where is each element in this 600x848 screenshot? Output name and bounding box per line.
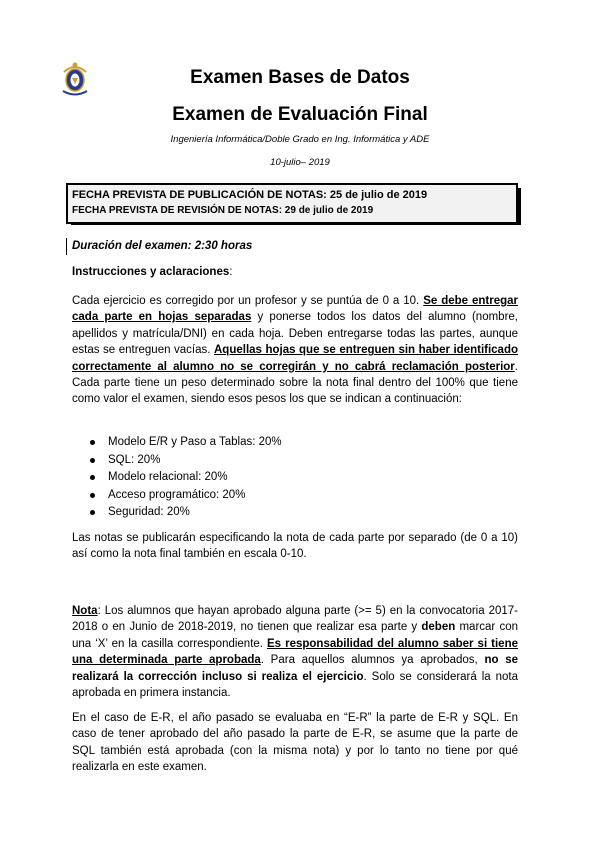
degree-line: Ingeniería Informática/Doble Grado en Ing. Informática y ADE [170, 134, 430, 145]
weight-text: Seguridad: 20% [108, 506, 190, 518]
exam-duration: Duración del examen: 2:30 horas [66, 238, 542, 255]
instructions-colon: : [229, 266, 233, 278]
list-item [90, 487, 282, 505]
p3-bold-2: no se realizará la corrección incluso si realiza el ejercicio [72, 654, 518, 683]
weight-text: Acceso programático: 20% [108, 488, 246, 501]
exam-subtitle: Examen de Evaluación Final [172, 104, 428, 125]
p3-text-3: . Para aquellos alumnos ya aprobados, [260, 654, 485, 667]
note-paragraph [72, 603, 518, 701]
p1-text-1: Cada ejercicio es corregido por un profesor y se puntúa de 0 a 10. [72, 295, 424, 307]
weight-text: Modelo relacional: 20% [108, 471, 228, 483]
p3-emphasis-1: Es responsabilidad del alumno saber si tiene una determinada parte aprobada [72, 637, 518, 667]
p1-emphasis-1: Se debe entregar cada parte en hojas separadas [72, 295, 518, 324]
er-paragraph: En el caso de E-R, el año pasado se evaluaba en “E-R” la parte de E-R y SQL. En caso de tener aprobado del año pasado la parte de E-R, se asume que la parte de SQL también está aprobada (con la misma nota) y por lo tanto no tiene por qué realizarla en este examen. [72, 712, 518, 774]
notice-box-shadow [518, 188, 521, 224]
list-item [90, 452, 282, 470]
bullet-icon [90, 440, 95, 445]
p3-text-1: : Los alumnos que hayan aprobado alguna parte (>= 5) en la convocatoria 2017-2018 o en Junio de 2018-2019, no tienen que realizar esa parte y [72, 605, 518, 634]
instructions-heading-text: Instrucciones y aclaraciones [72, 266, 230, 278]
p1-text-2: y ponerse todos los datos del alumno (nombre, apellidos y matrícula/DNI) en cada hoja. Deben entregarse todas las partes, aunque estas se entreguen vacías. [72, 311, 518, 357]
instructions-paragraph [72, 293, 518, 408]
bullet-icon [90, 458, 95, 463]
weight-text: SQL: 20% [108, 453, 161, 466]
bullet-icon [90, 475, 95, 480]
revision-date-notice: FECHA PREVISTA DE REVISIÓN DE NOTAS: 29 de julio de 2019 [72, 205, 374, 216]
p1-text-3: . Cada parte tiene un peso determinado sobre la nota final dentro del 100% que tiene como valor el examen, siendo esos pesos los que se indican a continuación: [72, 360, 518, 406]
publication-date-notice: FECHA PREVISTA DE PUBLICACIÓN DE NOTAS: 25 de julio de 2019 [72, 189, 428, 201]
bullet-icon [90, 493, 95, 498]
p1-emphasis-2: Aquellas hojas que se entreguen sin haber identificado correctamente al alumno no se corregirán y no cabrá reclamación posterior [72, 344, 518, 373]
list-item [90, 469, 282, 487]
list-item [90, 504, 282, 522]
exam-date: 10-julio– 2019 [270, 157, 330, 168]
weight-text: Modelo E/R y Paso a Tablas: 20% [108, 436, 282, 448]
weights-list [90, 434, 282, 522]
grades-paragraph: Las notas se publicarán especificando la nota de cada parte por separado (de 0 a 10) así como la nota final también en escala 0-10. [72, 532, 518, 561]
p3-text-2: marcar con una ‘X’ en la casilla correspondiente. [72, 621, 518, 650]
p3-text-4: . Solo se considerará la nota aprobada en primera instancia. [72, 670, 518, 700]
exam-title: Examen Bases de Datos [190, 67, 410, 88]
p3-bold-1: deben [421, 621, 456, 634]
notice-box [66, 183, 518, 224]
note-label: Nota [72, 605, 98, 617]
list-item [90, 434, 282, 452]
instructions-heading [72, 266, 232, 278]
bullet-icon [90, 510, 95, 515]
